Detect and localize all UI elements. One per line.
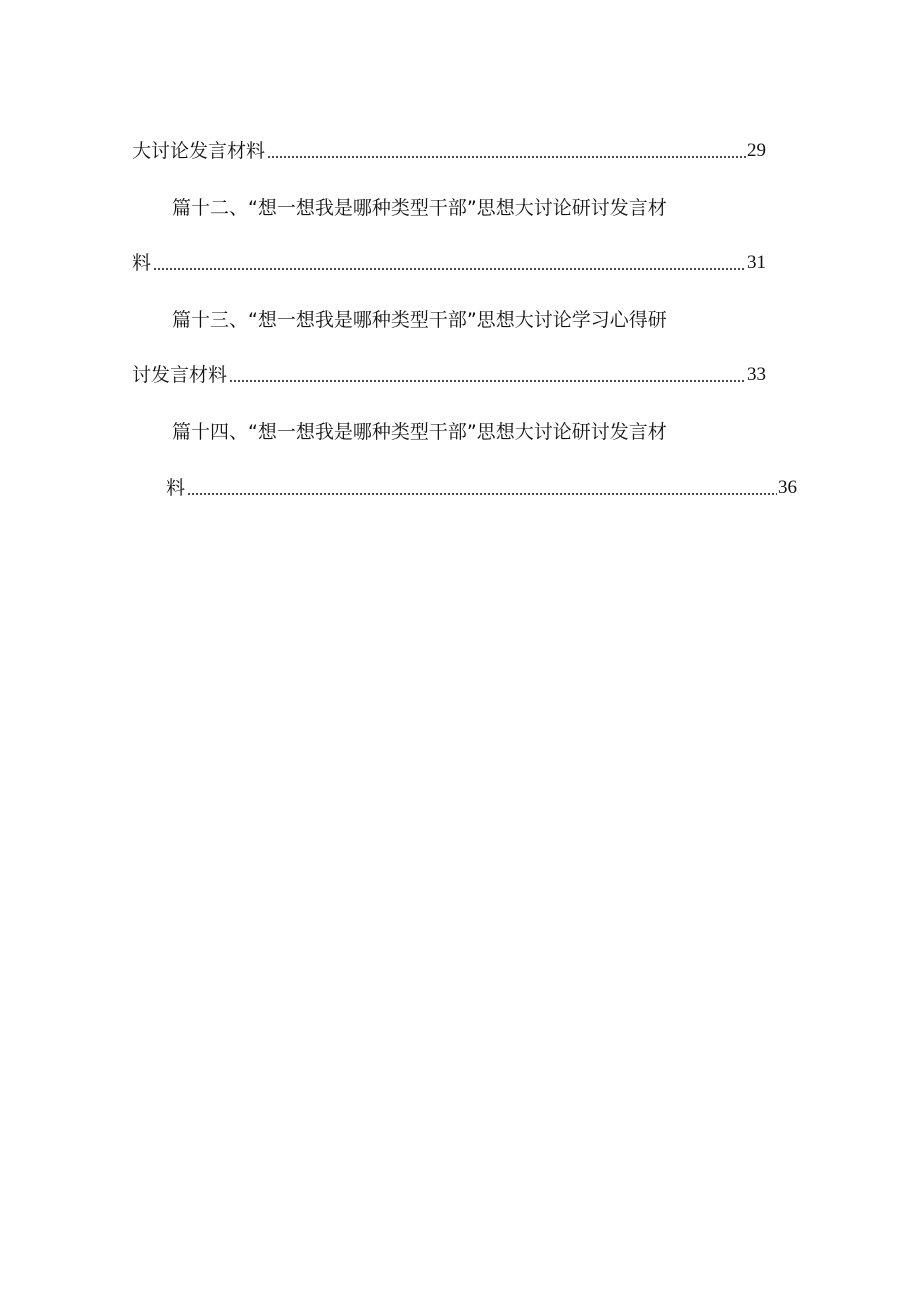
toc-entry-14-title[interactable] [172, 417, 667, 447]
toc-page-number: 36 [778, 477, 797, 498]
toc-leader-dots [229, 380, 746, 382]
toc-leader-dots [153, 268, 746, 270]
toc-entry-13-continuation[interactable] [132, 360, 766, 390]
toc-entry-12-title[interactable] [172, 193, 667, 223]
toc-page-number: 29 [747, 140, 766, 161]
toc-entry-text: 篇十三、“想一想我是哪种类型干部”思想大讨论学习心得研 [172, 309, 667, 331]
toc-entry-text: 篇十二、“想一想我是哪种类型干部”思想大讨论研讨发言材 [172, 197, 667, 219]
toc-entry-text: 料 [132, 252, 152, 274]
toc-page-number: 33 [747, 364, 766, 385]
toc-entry-text: 料 [166, 477, 186, 499]
toc-entry-12-continuation[interactable] [132, 248, 766, 278]
toc-page-number: 31 [747, 252, 766, 273]
toc-leader-dots [267, 156, 746, 158]
toc-entry-11-continuation[interactable] [132, 136, 766, 166]
toc-entry-text: 讨发言材料 [132, 364, 228, 386]
toc-entry-14-continuation[interactable] [166, 473, 797, 503]
toc-entry-text: 篇十四、“想一想我是哪种类型干部”思想大讨论研讨发言材 [172, 421, 667, 443]
toc-entry-text: 大讨论发言材料 [132, 140, 266, 162]
toc-entry-13-title[interactable] [172, 305, 667, 335]
toc-leader-dots [187, 493, 777, 495]
